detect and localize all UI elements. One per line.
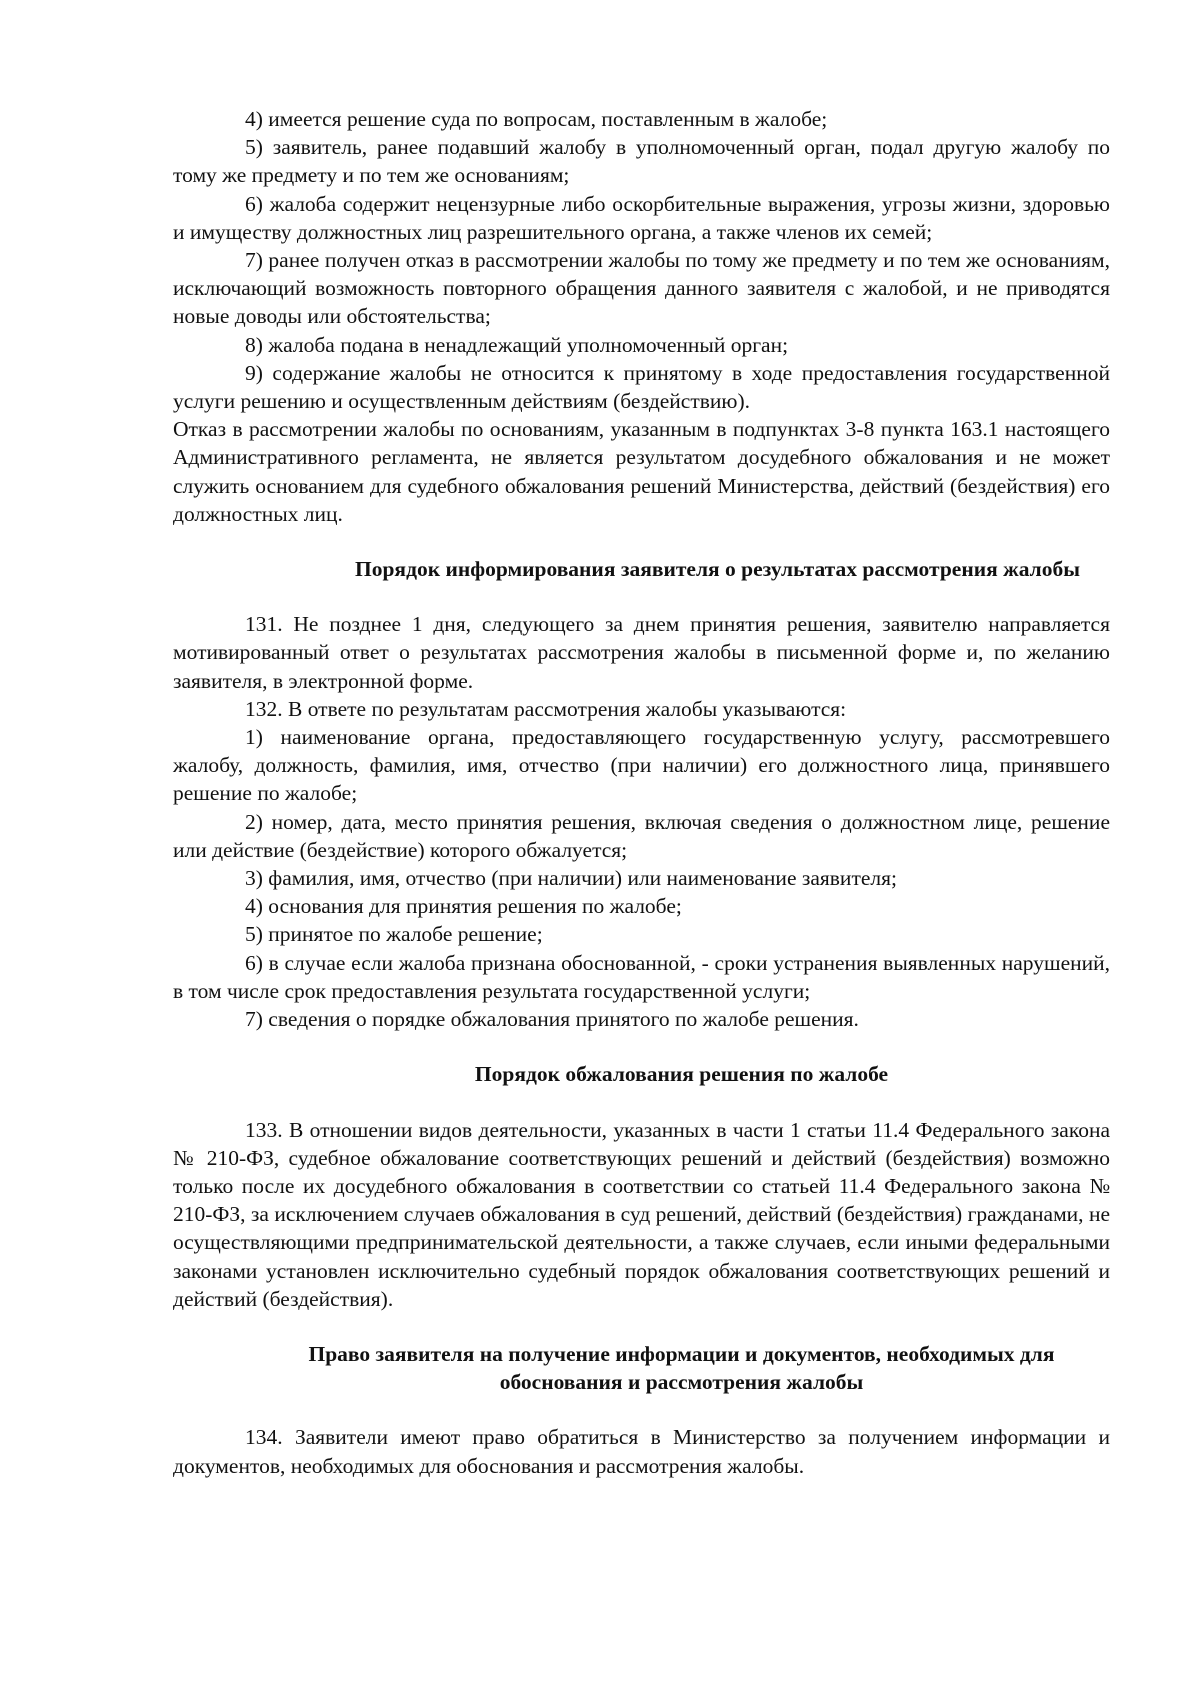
paragraph-133: 133. В отношении видов деятельности, указанных в части 1 статьи 11.4 Федерального закона № 210-ФЗ, судебное обжалование соответствующих решений и действий (бездействия) возможно только после их досудебного обжалования в соответствии со статьей 11.4 Федерального закона № 210-ФЗ, за исключением случаев обжалования в суд решений, действий (бездействия) гражданами, не осуществляющими предпринимательской деятельности, а также случаев, если иными федеральными законами установлен исключительно судебный порядок обжалования соответствующих решений и действий (бездействия). (173, 1117, 1110, 1311)
list-item-5: 5) заявитель, ранее подавший жалобу в уполномоченный орган, подал другую жалобу по тому же предмету и по тем же основаниям; (173, 135, 1110, 188)
answer-item-7: 7) сведения о порядке обжалования принятого по жалобе решения. (245, 1007, 859, 1032)
list-item-9: 9) содержание жалобы не относится к принятому в ходе предоставления государственной услуги решению и осуществленным действиям (бездействию). (173, 360, 1110, 414)
answer-item-3: 3) фамилия, имя, отчество (при наличии) или наименование заявителя; (245, 866, 897, 891)
answer-item-5: 5) принятое по жалобе решение; (245, 922, 543, 947)
heading-appeal: Порядок обжалования решения по жалобе (474, 1062, 889, 1087)
heading-right-line-1: Право заявителя на получение информации и документов, необходимых для (308, 1341, 1055, 1366)
answer-item-2: 2) номер, дата, место принятия решения, включая сведения о должностном лице, решение или действие (бездействие) которого обжалуется; (173, 809, 1110, 862)
refusal-note: Отказ в рассмотрении жалобы по основаниям, указанным в подпунктах 3-8 пункта 163.1 настоящего Административного регламента, не является результатом досудебного обжалования и не может служить основанием для судебного обжалования решений Министерства, действий (бездействия) его должностных лиц. (173, 417, 1110, 526)
list-item-6: 6) жалоба содержит нецензурные либо оскорбительные выражения, угрозы жизни, здоровью и имуществу должностных лиц разрешительного органа, а также членов их семей; (173, 191, 1110, 244)
list-item-7: 7) ранее получен отказ в рассмотрении жалобы по тому же предмету и по тем же основаниям, исключающий возможность повторного обращения данного заявителя с жалобой, и не приводятся новые доводы или обстоятельства; (173, 248, 1110, 329)
paragraph-134: 134. Заявители имеют право обратиться в Министерство за получением информации и документов, необходимых для обоснования и рассмотрения жалобы. (173, 1425, 1110, 1478)
answer-item-1: 1) наименование органа, предоставляющего государственную услугу, рассмотревшего жалобу, должность, фамилия, имя, отчество (при наличии) его должностного лица, принявшего решение по жалобе; (173, 725, 1110, 806)
answer-item-4: 4) основания для принятия решения по жалобе; (245, 894, 682, 919)
document-body (173, 105, 1110, 1480)
heading-informing: Порядок информирования заявителя о результатах рассмотрения жалобы (355, 557, 1080, 582)
heading-right-to-information (173, 1340, 1110, 1396)
list-item-4: 4) имеется решение суда по вопросам, поставленным в жалобе; (245, 107, 828, 131)
list-item-8: 8) жалоба подана в ненадлежащий уполномоченный орган; (245, 332, 789, 357)
heading-right-line-2: обоснования и рассмотрения жалобы (499, 1370, 864, 1395)
paragraph-131: 131. Не позднее 1 дня, следующего за днем принятия решения, заявителю направляется мотивированный ответ о результатах рассмотрения жалобы в письменной форме и, по желанию заявителя, в электронной форме. (173, 612, 1110, 693)
answer-item-6: 6) в случае если жалоба признана обоснованной, - сроки устранения выявленных нарушений, в том числе срок предоставления результата государственной услуги; (173, 950, 1110, 1003)
paragraph-132: 132. В ответе по результатам рассмотрения жалобы указываются: (245, 696, 847, 721)
